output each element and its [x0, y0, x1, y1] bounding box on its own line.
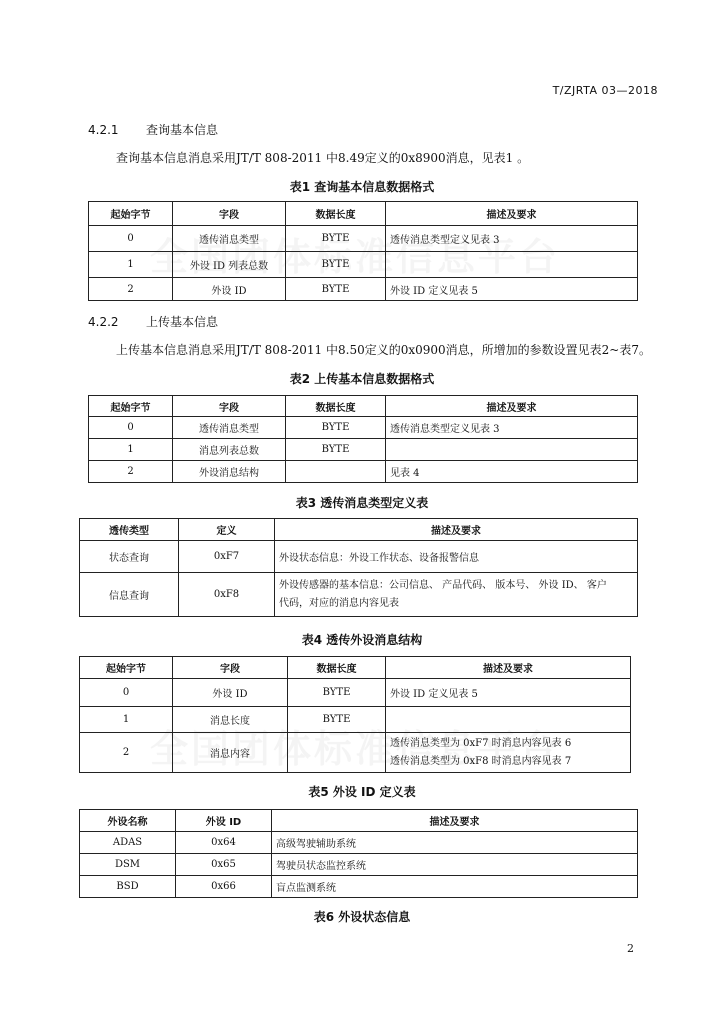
table-cell: 透传消息类型定义见表 3: [386, 417, 638, 439]
table-row: [80, 876, 638, 898]
table-cell: 0: [80, 679, 173, 707]
column-header: 数据长度: [288, 657, 386, 679]
column-header: 透传类型: [80, 519, 179, 541]
table-cell: ADAS: [80, 832, 176, 854]
cell-line: 透传消息类型为 0xF8 时消息内容见表 7: [390, 755, 572, 767]
table-cell: BYTE: [286, 226, 386, 252]
table-caption: 表5 外设 ID 定义表: [308, 785, 416, 799]
table-cell: BYTE: [288, 707, 386, 733]
table-cell: 1: [89, 252, 173, 278]
column-header: 描述及要求: [386, 657, 631, 679]
table-cell: 1: [89, 439, 173, 461]
table-row: [89, 226, 638, 252]
cell-line: 透传消息类型为 0xF7 时消息内容见表 6: [390, 737, 572, 749]
table-row: [80, 733, 631, 773]
table-cell: 0: [89, 417, 173, 439]
table-5: [79, 809, 638, 898]
table-cell: 状态查询: [80, 541, 179, 573]
table-cell: 0x66: [176, 876, 272, 898]
table-2: [88, 395, 638, 483]
column-header: 数据长度: [286, 396, 386, 417]
table-row: [89, 252, 638, 278]
section-number: 4.2.1: [88, 123, 119, 137]
column-header: 描述及要求: [272, 810, 638, 832]
table-cell: 信息查询: [80, 573, 179, 617]
section-title: 查询基本信息: [146, 123, 219, 137]
table-cell: [386, 733, 631, 773]
table-cell: BYTE: [286, 252, 386, 278]
page-number: 2: [627, 942, 634, 955]
table-cell: 1: [80, 707, 173, 733]
table-cell: BYTE: [288, 679, 386, 707]
table-cell: 消息列表总数: [173, 439, 286, 461]
table-row: [89, 461, 638, 483]
table-row: [80, 679, 631, 707]
table-cell: 2: [80, 733, 173, 773]
table-cell: 0xF7: [179, 541, 275, 573]
table-row: [80, 573, 638, 617]
table-cell: [286, 461, 386, 483]
table-row: [89, 439, 638, 461]
table-cell: 透传消息类型: [173, 417, 286, 439]
document-code: T/ZJRTA 03—2018: [552, 84, 658, 97]
cell-line: 代码，对应的消息内容见表: [279, 597, 399, 609]
table-row: [89, 278, 638, 301]
table-cell: 透传消息类型定义见表 3: [386, 226, 638, 252]
table-cell: BYTE: [286, 278, 386, 301]
section-heading-421: [88, 121, 218, 138]
column-header: 字段: [173, 202, 286, 226]
table-cell: 外设 ID: [173, 679, 288, 707]
column-header: 外设 ID: [176, 810, 272, 832]
table-row: [80, 541, 638, 573]
section-paragraph: 查询基本信息消息采用JT/T 808-2011 中8.49定义的0x8900消息，见表1 。: [116, 151, 530, 165]
table-cell: 消息长度: [173, 707, 288, 733]
table-row: [80, 832, 638, 854]
table-cell: [288, 733, 386, 773]
column-header: 描述及要求: [386, 202, 638, 226]
table-1: [88, 201, 638, 301]
section-paragraph: 上传基本信息消息采用JT/T 808-2011 中8.50定义的0x0900消息，所增加的参数设置见表2~表7。: [116, 343, 651, 357]
table-3: [79, 518, 638, 617]
column-header: 字段: [173, 657, 288, 679]
table-cell: 0x65: [176, 854, 272, 876]
table-cell: 驾驶员状态监控系统: [272, 854, 638, 876]
table-row: [89, 417, 638, 439]
table-cell: [275, 573, 638, 617]
table-cell: 外设 ID 定义见表 5: [386, 278, 638, 301]
table-cell: BSD: [80, 876, 176, 898]
table-cell: 2: [89, 278, 173, 301]
column-header: 外设名称: [80, 810, 176, 832]
table-cell: BYTE: [286, 439, 386, 461]
table-cell: 盲点监测系统: [272, 876, 638, 898]
section-title: 上传基本信息: [146, 315, 219, 329]
table-cell: [386, 439, 638, 461]
column-header: 描述及要求: [386, 396, 638, 417]
section-number: 4.2.2: [88, 315, 119, 329]
table-caption: 表4 透传外设消息结构: [301, 633, 423, 647]
table-cell: BYTE: [286, 417, 386, 439]
table-caption: 表3 透传消息类型定义表: [295, 496, 429, 510]
column-header: 起始字节: [89, 396, 173, 417]
table-row: [80, 707, 631, 733]
table-row: [80, 854, 638, 876]
table-cell: 0x64: [176, 832, 272, 854]
cell-line: 外设传感器的基本信息：公司信息、 产品代码、 版本号、 外设 ID、 客户: [279, 579, 607, 591]
table-cell: 外设 ID 定义见表 5: [386, 679, 631, 707]
column-header: 数据长度: [286, 202, 386, 226]
table-cell: 见表 4: [386, 461, 638, 483]
table-cell: 0: [89, 226, 173, 252]
column-header: 描述及要求: [275, 519, 638, 541]
table-cell: 消息内容: [173, 733, 288, 773]
column-header: 字段: [173, 396, 286, 417]
table-cell: 外设 ID 列表总数: [173, 252, 286, 278]
table-cell: 2: [89, 461, 173, 483]
table-4: [79, 656, 631, 773]
table-caption: 表6 外设状态信息: [313, 910, 411, 924]
table-cell: 高级驾驶辅助系统: [272, 832, 638, 854]
table-cell: 外设 ID: [173, 278, 286, 301]
table-cell: [386, 707, 631, 733]
column-header: 起始字节: [89, 202, 173, 226]
table-cell: 外设状态信息：外设工作状态、设备报警信息: [275, 541, 638, 573]
table-cell: 0xF8: [179, 573, 275, 617]
table-caption: 表1 查询基本信息数据格式: [289, 180, 435, 194]
table-cell: 外设消息结构: [173, 461, 286, 483]
column-header: 定义: [179, 519, 275, 541]
column-header: 起始字节: [80, 657, 173, 679]
table-cell: [386, 252, 638, 278]
table-cell: DSM: [80, 854, 176, 876]
table-caption: 表2 上传基本信息数据格式: [289, 372, 435, 386]
table-cell: 透传消息类型: [173, 226, 286, 252]
section-heading-422: [88, 313, 218, 330]
